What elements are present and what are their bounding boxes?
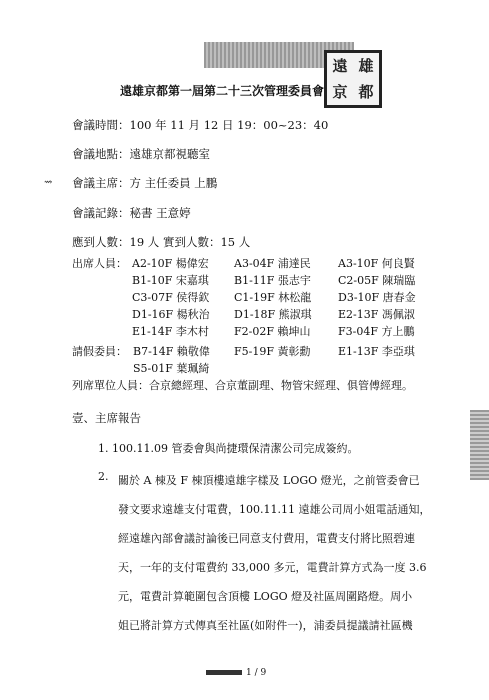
meeting-time-value: 100 年 11 月 12 日 19：00~23：40: [129, 118, 329, 132]
attendee: D1-18F 熊淑琪: [234, 308, 312, 321]
paragraph-line: 經遠雄內部會議討論後已同意支付費用，電費支付將比照碧連: [118, 532, 415, 545]
meeting-chair-label: 會議主席：: [72, 176, 130, 190]
attendee: C3-07F 侯得欽: [132, 291, 210, 304]
leave-member: F5-19F 黃彰勳: [234, 345, 311, 358]
attendee-label: 出席人員：: [72, 257, 127, 270]
leave-member: S5-01F 葉珮綺: [133, 362, 210, 375]
report-item-2: [118, 466, 438, 640]
seal-char: 都: [358, 82, 374, 101]
attendee: E1-14F 李木村: [132, 325, 209, 338]
leave-member: E1-13F 李亞琪: [338, 345, 415, 358]
page-footer: [206, 668, 266, 678]
attendee-list: [72, 255, 462, 340]
report-item-1: 1. 100.11.09 管委會與尚捷環保清潔公司完成簽約。: [98, 442, 359, 455]
meeting-chair: [72, 175, 217, 191]
meeting-recorder-value: 秘書 王意婷: [129, 206, 191, 220]
attendee: C2-05F 陳瑞臨: [338, 274, 416, 287]
meeting-chair-value: 方 主任委員 上鵬: [129, 176, 218, 190]
attendee: B1-11F 張志宇: [234, 274, 311, 287]
paragraph-line: 關於 A 棟及 F 棟頂樓遠雄字樣及 LOGO 燈光，之前管委會已: [118, 474, 420, 487]
seal-char: 遠: [332, 56, 348, 75]
attendee-row: [72, 323, 462, 340]
report-item-2-number: 2.: [98, 470, 109, 483]
attendee: A3-10F 何良賢: [338, 257, 415, 270]
footer-stamp-mark: [206, 670, 242, 675]
attendee-row: [72, 272, 462, 289]
meeting-place-label: 會議地點：: [72, 147, 130, 161]
meeting-time-label: 會議時間：: [72, 118, 130, 132]
attendee: F3-04F 方上鵬: [338, 325, 415, 338]
attendee: C1-19F 林松龍: [234, 291, 312, 304]
paragraph-line: 元，電費計算範圍包含頂樓 LOGO 燈及社區周圍路燈。周小: [118, 590, 413, 603]
leave-label: 請假委員：: [72, 345, 127, 358]
attendance-count: 應到人數：19 人 實到人數：15 人: [72, 235, 251, 249]
document-title: 遠雄京都第一屆第二十三次管理委員會: [120, 84, 325, 98]
attendee-row: [72, 306, 462, 323]
observers: 列席單位人員：合京總經理、合京董副理、物管宋經理、俱管傅經理。: [72, 379, 413, 392]
paragraph-line: 姐已將計算方式傳真至社區(如附件一)，浦委員提議請社區機: [118, 619, 413, 632]
seal-char: 雄: [358, 56, 374, 75]
attendee-row: [72, 255, 462, 272]
section-heading: 壹、主席報告: [72, 411, 141, 425]
attendee: B1-10F 宋嘉琪: [132, 274, 209, 287]
paragraph-line: 天，一年的支付電費約 33,000 多元，電費計算方式為一度 3.6: [118, 561, 427, 574]
meeting-place-value: 遠雄京都視聽室: [129, 147, 210, 161]
official-seal: [324, 50, 382, 108]
leave-members-row: [72, 343, 127, 359]
attendee: F2-02F 賴坤山: [234, 325, 311, 338]
page-number: 1 / 9: [246, 668, 267, 678]
attendee: D3-10F 唐春金: [338, 291, 416, 304]
attendee-row: [72, 289, 462, 306]
paragraph-line: 發文要求遠雄支付電費，100.11.11 遠雄公司周小姐電話通知，: [118, 503, 431, 516]
attendee: A3-04F 浦達民: [234, 257, 311, 270]
attendee: D1-16F 楊秋治: [132, 308, 210, 321]
seal-char: 京: [332, 82, 348, 101]
meeting-time: [72, 117, 328, 133]
meeting-recorder: [72, 205, 191, 221]
margin-scribble: ⇝: [44, 177, 53, 188]
margin-stamp-mark: [470, 410, 489, 480]
leave-member: B7-14F 賴敬偉: [133, 345, 210, 358]
attendee: A2-10F 楊偉宏: [132, 257, 209, 270]
meeting-place: [72, 146, 210, 162]
meeting-recorder-label: 會議記錄：: [72, 206, 130, 220]
attendee: E2-13F 馮佩淑: [338, 308, 415, 321]
